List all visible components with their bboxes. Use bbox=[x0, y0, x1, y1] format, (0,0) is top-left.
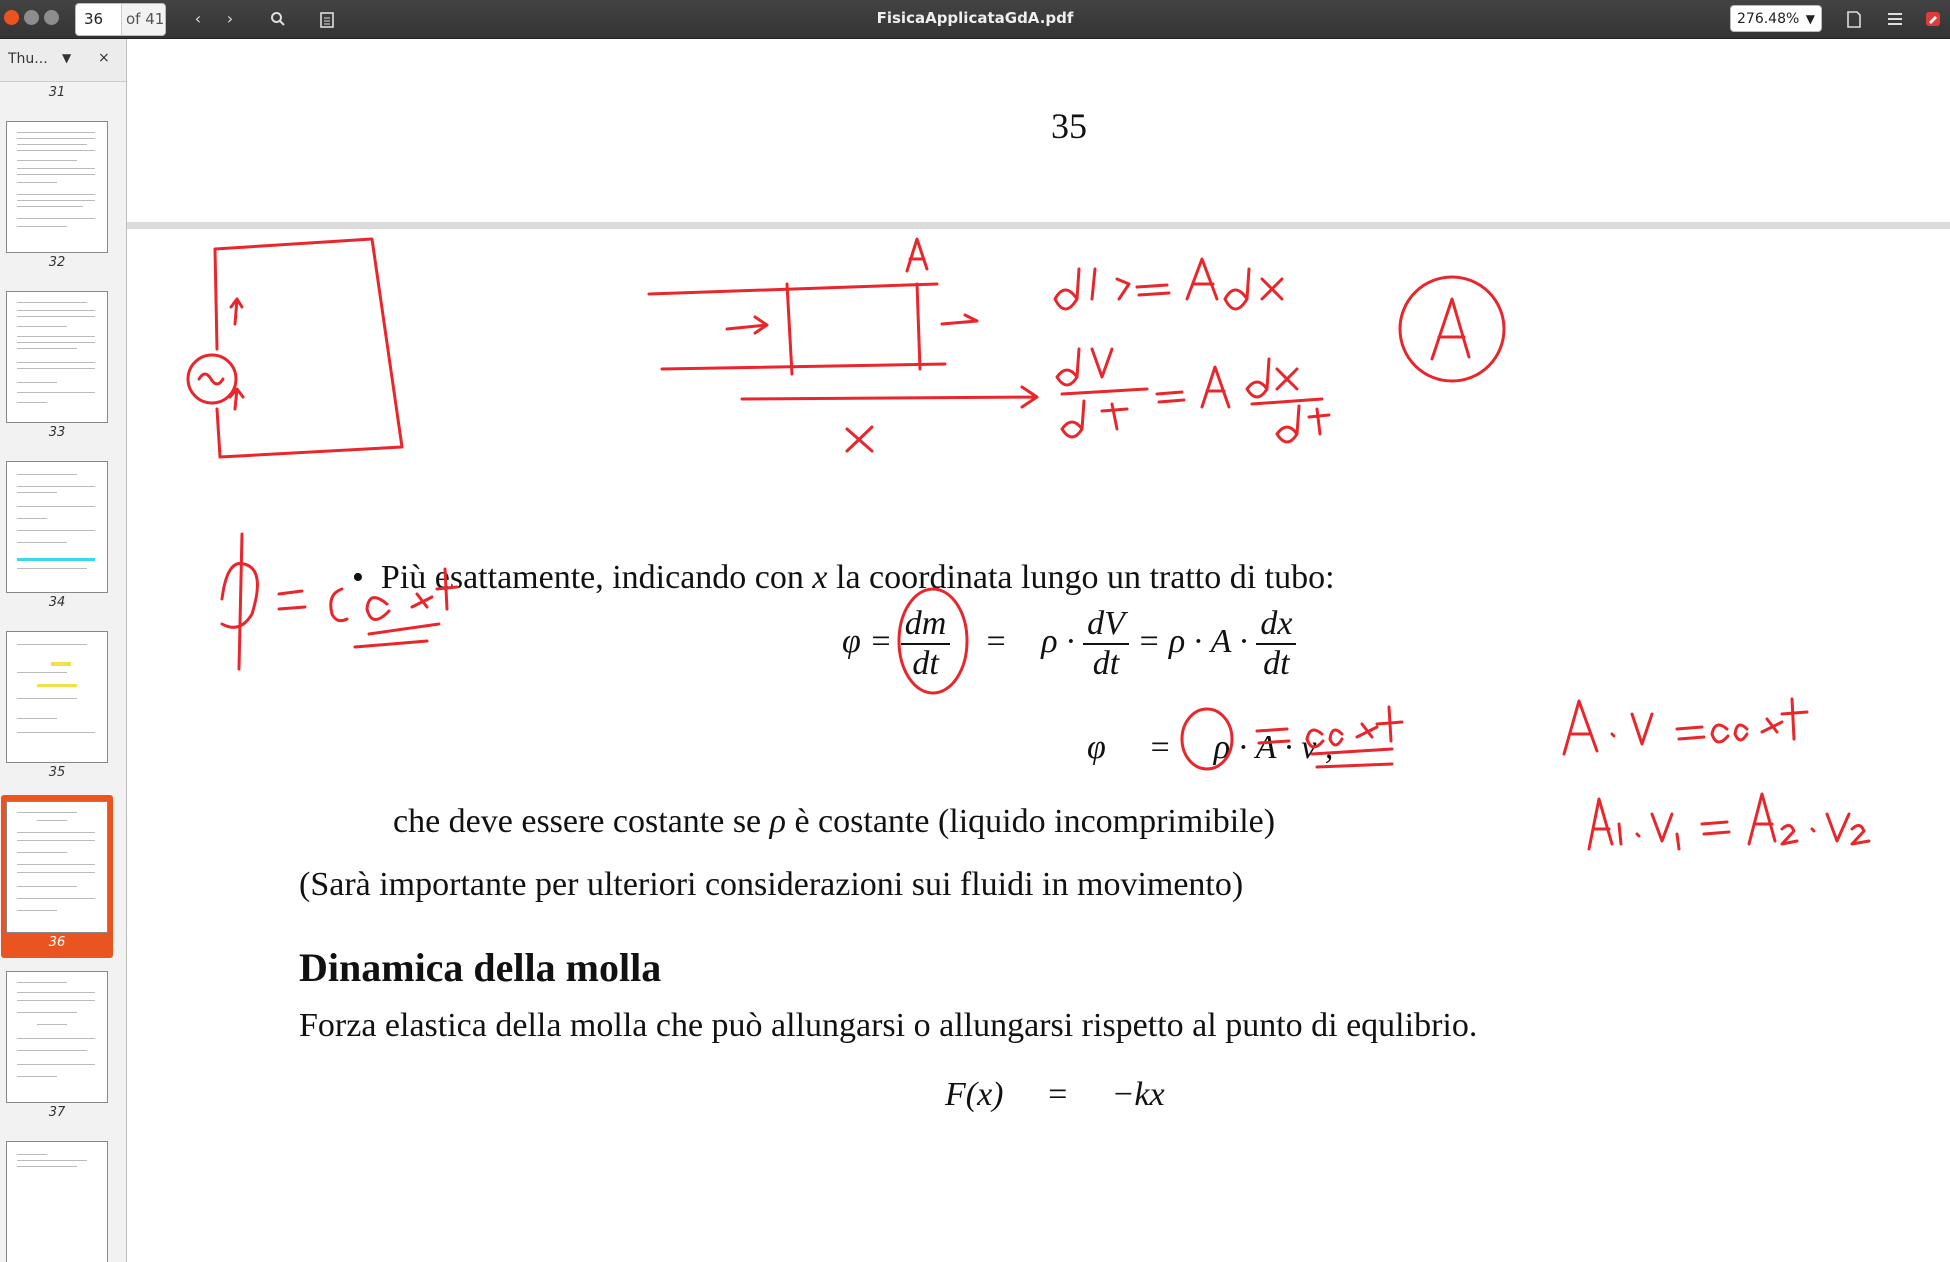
ink-x-label bbox=[847, 427, 872, 451]
find-button[interactable] bbox=[260, 4, 296, 34]
title-bar bbox=[0, 0, 1950, 39]
eq1-lhs: φ = bbox=[842, 622, 893, 660]
thumbnail-page-35[interactable] bbox=[6, 631, 108, 763]
ink-eq-cost bbox=[279, 589, 347, 621]
spring-line: Forza elastica della molla che può allungarsi o allungarsi rispetto al punto di equlibrio. bbox=[299, 1007, 1478, 1044]
annotations-button[interactable] bbox=[309, 4, 345, 34]
thumbnail-page-34[interactable] bbox=[6, 461, 108, 593]
thumbnail-page-32[interactable] bbox=[6, 121, 108, 253]
ink-tube-right bbox=[917, 284, 920, 369]
eq3-equals: = bbox=[1046, 1076, 1069, 1113]
bullet-text-end: la coordinata lungo un tratto di tubo: bbox=[836, 559, 1335, 596]
ink-cost-underline bbox=[355, 624, 439, 647]
ink-circuit-loop bbox=[215, 239, 402, 457]
ink-eq-cost-underline bbox=[1312, 749, 1392, 767]
page-current-input[interactable]: 36 bbox=[84, 10, 104, 28]
thumbnail-sidebar bbox=[0, 39, 127, 1262]
close-sidebar-icon[interactable]: × bbox=[98, 50, 110, 66]
ink-tube-left bbox=[787, 284, 792, 374]
bookmark-page-icon bbox=[1847, 11, 1861, 28]
ink-tube-top bbox=[649, 284, 937, 294]
ink-tube-bottom bbox=[662, 364, 945, 369]
ink-a-v-cost bbox=[1564, 699, 1807, 754]
bullet-dot: • bbox=[352, 559, 364, 596]
section-heading: Dinamica della molla bbox=[299, 945, 662, 990]
frac-num: dx bbox=[1256, 605, 1296, 645]
page-number: 35 bbox=[1051, 106, 1087, 146]
thumbnail-label-33: 33 bbox=[48, 425, 66, 440]
menu-button[interactable] bbox=[1877, 4, 1913, 34]
ink-eq-cost-2 bbox=[1257, 707, 1402, 747]
thumbnail-label-37: 37 bbox=[48, 1105, 66, 1120]
ink-circled-a bbox=[1400, 277, 1504, 381]
chevron-right-icon: › bbox=[226, 9, 234, 28]
eq3-rhs: −kx bbox=[1111, 1076, 1165, 1113]
document-title: FisicaApplicataGdA.pdf bbox=[876, 9, 1074, 27]
bookmark-button[interactable] bbox=[1836, 4, 1872, 34]
ink-cost-word bbox=[367, 569, 457, 620]
ink-dv bbox=[1055, 269, 1129, 309]
search-icon bbox=[270, 11, 286, 27]
ink-arrow-in bbox=[727, 317, 767, 333]
edit-annotation-icon bbox=[1925, 11, 1941, 27]
chevron-down-icon: ▼ bbox=[1805, 12, 1815, 26]
clipboard-icon bbox=[320, 11, 334, 28]
thumbnail-label-32: 32 bbox=[48, 255, 66, 270]
ink-equals-2 bbox=[1157, 392, 1184, 402]
next-page-button[interactable] bbox=[212, 4, 248, 34]
eq3-lhs: F(x) bbox=[945, 1076, 1004, 1113]
sidebar-header bbox=[0, 39, 126, 82]
bullet-variable: x bbox=[812, 559, 828, 596]
ink-x-axis bbox=[742, 387, 1037, 407]
ink-a-label bbox=[907, 239, 927, 271]
thumbnail-page-37[interactable] bbox=[6, 971, 108, 1103]
page-35 bbox=[127, 39, 1950, 222]
window-minimize-button[interactable] bbox=[24, 10, 39, 25]
eq1-rho: ρ · bbox=[1041, 622, 1075, 660]
eq2-equals: = bbox=[1148, 729, 1172, 766]
constant-text: che deve essere costante se bbox=[393, 803, 762, 840]
hamburger-menu-icon bbox=[1888, 13, 1902, 25]
zoom-select[interactable] bbox=[1730, 5, 1822, 32]
thumbnail-label-34: 34 bbox=[48, 595, 66, 610]
thumbnail-label-35: 35 bbox=[48, 765, 66, 780]
sidebar-mode-select[interactable]: Thu... bbox=[8, 51, 48, 67]
ink-circled-a-letter bbox=[1432, 299, 1469, 359]
page-36 bbox=[127, 229, 1950, 1262]
eq2-lhs: φ bbox=[1087, 729, 1106, 766]
frac-den: dt bbox=[912, 645, 939, 682]
frac-num: dV bbox=[1083, 605, 1129, 645]
eq1-mid: = ρ · A · bbox=[1137, 622, 1248, 660]
ink-arrow-out bbox=[942, 315, 977, 324]
handwritten-annotations bbox=[127, 229, 1950, 1262]
fluids-note: (Sarà importante per ulteriori considerazioni sui fluidi in movimento) bbox=[299, 866, 1244, 903]
ink-phi bbox=[222, 534, 257, 669]
ink-source-wave bbox=[199, 374, 223, 384]
document-viewer[interactable] bbox=[127, 39, 1950, 1262]
ink-a-dx bbox=[1187, 259, 1282, 309]
thumbnail-page-38[interactable] bbox=[6, 1141, 108, 1262]
window-close-button[interactable] bbox=[4, 10, 19, 25]
bullet-text: Più esattamente, indicando con bbox=[380, 559, 804, 596]
ink-circle-v bbox=[1182, 709, 1232, 769]
ink-arrow-up bbox=[231, 299, 242, 324]
frac-den: dt bbox=[1092, 645, 1120, 682]
ink-equals-1 bbox=[1137, 285, 1169, 295]
previous-page-button[interactable] bbox=[180, 4, 216, 34]
frac-num: dm bbox=[901, 605, 951, 645]
rho-variable: ρ bbox=[769, 803, 786, 840]
window-maximize-button[interactable] bbox=[44, 10, 59, 25]
thumbnail-page-36[interactable] bbox=[6, 801, 108, 933]
chevron-left-icon: ‹ bbox=[194, 9, 202, 28]
chevron-down-icon[interactable]: ▼ bbox=[62, 51, 72, 65]
zoom-value: 276.48% bbox=[1737, 11, 1800, 27]
page-total-label: of 41 bbox=[121, 4, 165, 35]
frac-den: dt bbox=[1263, 645, 1290, 682]
thumbnail-label-36: 36 bbox=[48, 935, 66, 950]
ink-circle-dvdt bbox=[899, 589, 967, 693]
thumbnail-label-31: 31 bbox=[48, 85, 66, 100]
eq1-equals: = bbox=[984, 622, 1008, 660]
ink-a-dxdt bbox=[1202, 359, 1329, 442]
annotate-tool-button[interactable] bbox=[1915, 4, 1950, 34]
ink-dvdt bbox=[1057, 349, 1147, 437]
constant-text-end: è costante (liquido incomprimibile) bbox=[794, 803, 1276, 840]
thumbnail-page-33[interactable] bbox=[6, 291, 108, 423]
ink-a1v1-a2v2 bbox=[1589, 794, 1869, 849]
page-number-field[interactable] bbox=[75, 3, 166, 36]
eq2-rhs: ρ · A · v , bbox=[1213, 729, 1334, 766]
